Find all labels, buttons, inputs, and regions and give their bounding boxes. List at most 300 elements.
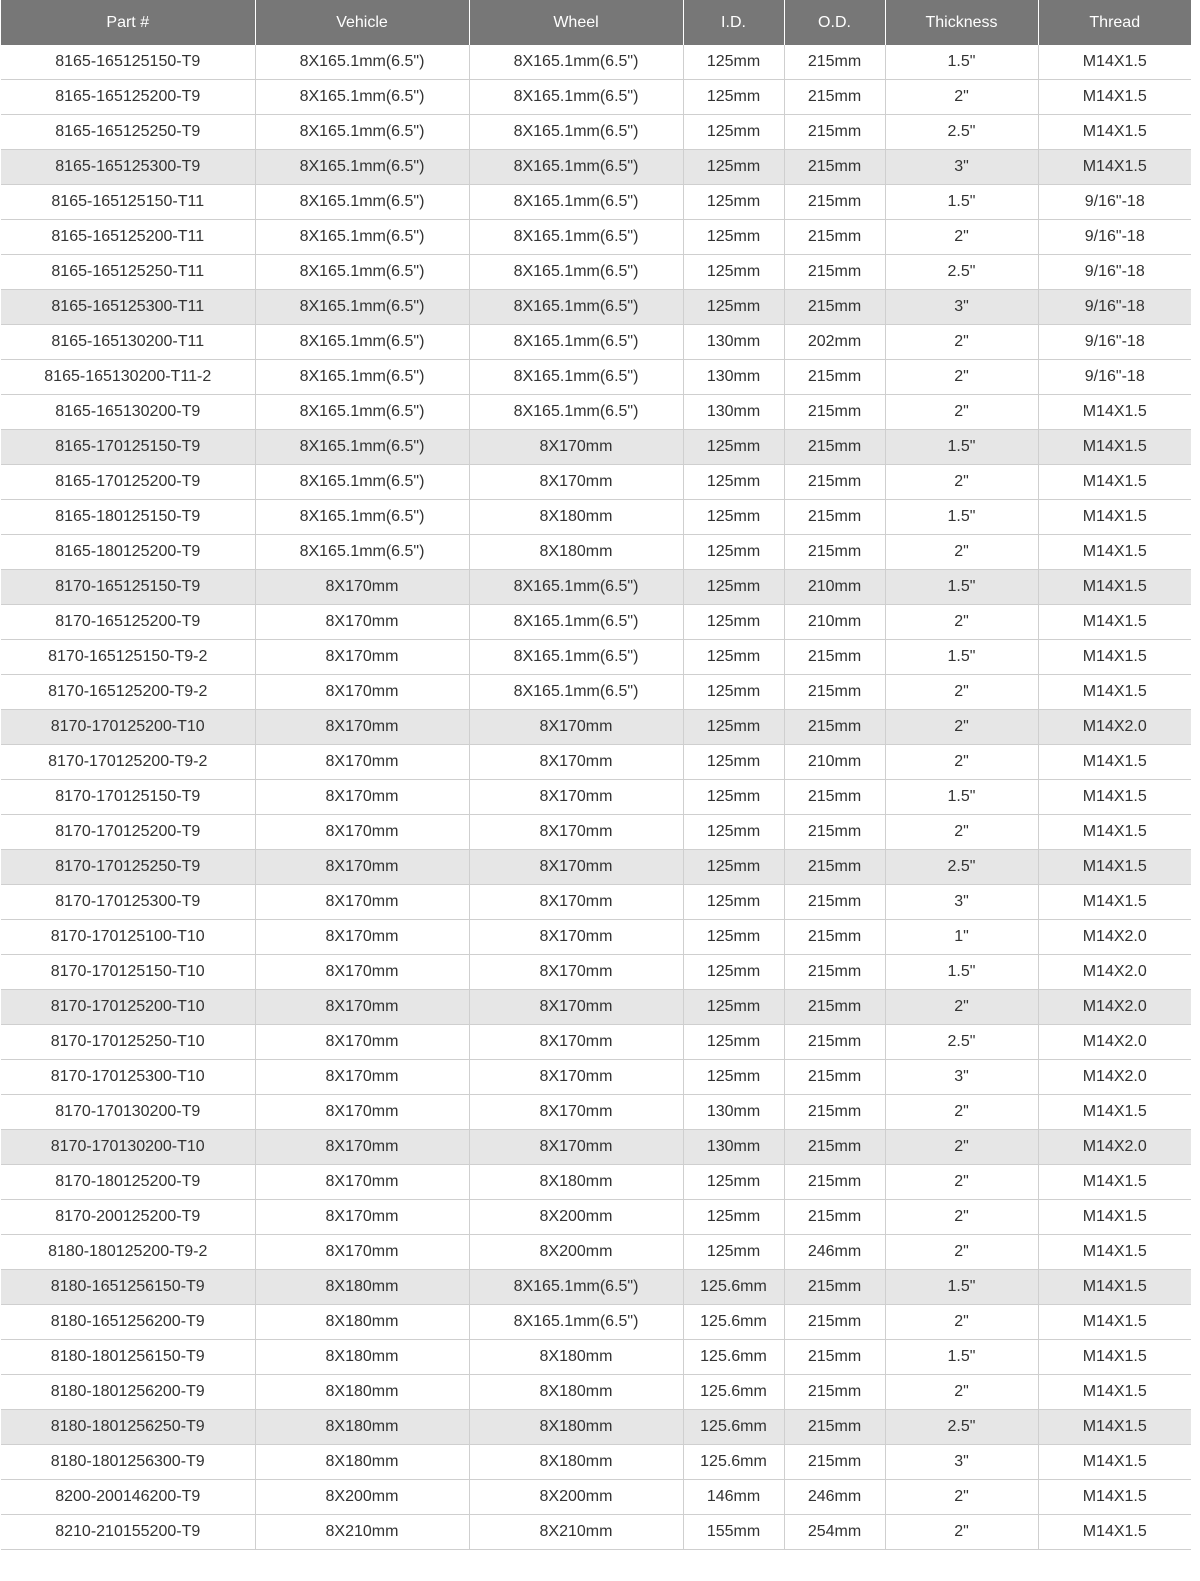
- cell-part-number: 8165-165125200-T9: [1, 80, 255, 115]
- cell-thread: 9/16"-18: [1038, 255, 1191, 290]
- cell-thickness: 1.5": [885, 570, 1038, 605]
- cell-wheel: 8X200mm: [469, 1235, 683, 1270]
- table-row: [1, 1165, 1191, 1200]
- cell-vehicle: 8X170mm: [255, 570, 469, 605]
- cell-part-number: 8170-170125200-T9: [1, 815, 255, 850]
- cell-inner-diameter: 125mm: [683, 955, 784, 990]
- cell-part-number: 8165-180125150-T9: [1, 500, 255, 535]
- cell-thread: M14X1.5: [1038, 570, 1191, 605]
- cell-wheel: 8X165.1mm(6.5"): [469, 115, 683, 150]
- cell-thickness: 1.5": [885, 185, 1038, 220]
- cell-part-number: 8170-170125100-T10: [1, 920, 255, 955]
- cell-wheel: 8X180mm: [469, 1375, 683, 1410]
- cell-inner-diameter: 130mm: [683, 1130, 784, 1165]
- cell-wheel: 8X165.1mm(6.5"): [469, 325, 683, 360]
- cell-vehicle: 8X170mm: [255, 1095, 469, 1130]
- cell-thread: M14X1.5: [1038, 1445, 1191, 1480]
- cell-inner-diameter: 146mm: [683, 1480, 784, 1515]
- cell-wheel: 8X165.1mm(6.5"): [469, 80, 683, 115]
- cell-thread: M14X2.0: [1038, 990, 1191, 1025]
- cell-outer-diameter: 215mm: [784, 115, 885, 150]
- cell-part-number: 8180-1801256150-T9: [1, 1340, 255, 1375]
- cell-inner-diameter: 125.6mm: [683, 1305, 784, 1340]
- cell-wheel: 8X180mm: [469, 1340, 683, 1375]
- cell-outer-diameter: 215mm: [784, 185, 885, 220]
- cell-part-number: 8165-165125250-T11: [1, 255, 255, 290]
- cell-part-number: 8180-1651256200-T9: [1, 1305, 255, 1340]
- cell-part-number: 8170-170125150-T10: [1, 955, 255, 990]
- cell-vehicle: 8X200mm: [255, 1480, 469, 1515]
- cell-vehicle: 8X180mm: [255, 1375, 469, 1410]
- cell-wheel: 8X165.1mm(6.5"): [469, 570, 683, 605]
- cell-inner-diameter: 125mm: [683, 780, 784, 815]
- column-header-vehicle: Vehicle: [255, 0, 469, 45]
- cell-part-number: 8165-165125150-T11: [1, 185, 255, 220]
- cell-thread: M14X2.0: [1038, 1025, 1191, 1060]
- cell-outer-diameter: 215mm: [784, 885, 885, 920]
- table-row: [1, 1305, 1191, 1340]
- cell-inner-diameter: 130mm: [683, 395, 784, 430]
- cell-outer-diameter: 246mm: [784, 1480, 885, 1515]
- cell-wheel: 8X170mm: [469, 710, 683, 745]
- column-header-thread: Thread: [1038, 0, 1191, 45]
- cell-vehicle: 8X165.1mm(6.5"): [255, 185, 469, 220]
- cell-inner-diameter: 125mm: [683, 1165, 784, 1200]
- cell-inner-diameter: 130mm: [683, 360, 784, 395]
- cell-wheel: 8X165.1mm(6.5"): [469, 640, 683, 675]
- cell-inner-diameter: 130mm: [683, 1095, 784, 1130]
- parts-spec-table: [1, 0, 1191, 1550]
- cell-vehicle: 8X170mm: [255, 1165, 469, 1200]
- cell-vehicle: 8X180mm: [255, 1270, 469, 1305]
- cell-inner-diameter: 125mm: [683, 465, 784, 500]
- cell-wheel: 8X170mm: [469, 430, 683, 465]
- cell-thickness: 2": [885, 1095, 1038, 1130]
- cell-inner-diameter: 125mm: [683, 255, 784, 290]
- cell-thickness: 1.5": [885, 1270, 1038, 1305]
- cell-wheel: 8X165.1mm(6.5"): [469, 150, 683, 185]
- cell-thickness: 3": [885, 290, 1038, 325]
- cell-outer-diameter: 215mm: [784, 1305, 885, 1340]
- cell-outer-diameter: 215mm: [784, 1375, 885, 1410]
- cell-thread: M14X1.5: [1038, 1515, 1191, 1550]
- cell-part-number: 8180-1801256300-T9: [1, 1445, 255, 1480]
- cell-outer-diameter: 215mm: [784, 990, 885, 1025]
- table-row: [1, 1270, 1191, 1305]
- cell-thread: M14X1.5: [1038, 45, 1191, 80]
- cell-thickness: 1.5": [885, 430, 1038, 465]
- cell-vehicle: 8X170mm: [255, 1200, 469, 1235]
- table-row: [1, 465, 1191, 500]
- cell-thickness: 3": [885, 885, 1038, 920]
- table-row: [1, 1095, 1191, 1130]
- cell-vehicle: 8X170mm: [255, 1060, 469, 1095]
- cell-thickness: 2": [885, 395, 1038, 430]
- cell-outer-diameter: 215mm: [784, 780, 885, 815]
- cell-wheel: 8X180mm: [469, 535, 683, 570]
- cell-wheel: 8X210mm: [469, 1515, 683, 1550]
- cell-wheel: 8X170mm: [469, 1060, 683, 1095]
- cell-thread: M14X1.5: [1038, 535, 1191, 570]
- table-row: [1, 990, 1191, 1025]
- cell-thread: 9/16"-18: [1038, 290, 1191, 325]
- cell-thickness: 2": [885, 465, 1038, 500]
- cell-outer-diameter: 210mm: [784, 605, 885, 640]
- cell-outer-diameter: 215mm: [784, 1200, 885, 1235]
- cell-thickness: 1.5": [885, 780, 1038, 815]
- cell-inner-diameter: 125mm: [683, 815, 784, 850]
- cell-inner-diameter: 125mm: [683, 500, 784, 535]
- cell-part-number: 8165-165125200-T11: [1, 220, 255, 255]
- cell-part-number: 8180-1801256200-T9: [1, 1375, 255, 1410]
- cell-thickness: 2": [885, 1165, 1038, 1200]
- table-row: [1, 1515, 1191, 1550]
- table-row: [1, 1060, 1191, 1095]
- cell-vehicle: 8X165.1mm(6.5"): [255, 500, 469, 535]
- cell-part-number: 8165-165125300-T9: [1, 150, 255, 185]
- cell-part-number: 8165-165125150-T9: [1, 45, 255, 80]
- column-header-wheel: Wheel: [469, 0, 683, 45]
- cell-wheel: 8X170mm: [469, 465, 683, 500]
- cell-thickness: 1.5": [885, 500, 1038, 535]
- table-row: [1, 325, 1191, 360]
- cell-inner-diameter: 125mm: [683, 885, 784, 920]
- cell-outer-diameter: 215mm: [784, 710, 885, 745]
- table-row: [1, 1200, 1191, 1235]
- cell-thickness: 2": [885, 745, 1038, 780]
- cell-vehicle: 8X170mm: [255, 780, 469, 815]
- cell-thread: M14X1.5: [1038, 675, 1191, 710]
- cell-part-number: 8210-210155200-T9: [1, 1515, 255, 1550]
- cell-part-number: 8200-200146200-T9: [1, 1480, 255, 1515]
- cell-thread: M14X1.5: [1038, 1095, 1191, 1130]
- cell-part-number: 8165-165125250-T9: [1, 115, 255, 150]
- cell-part-number: 8165-170125150-T9: [1, 430, 255, 465]
- cell-outer-diameter: 215mm: [784, 1165, 885, 1200]
- cell-vehicle: 8X170mm: [255, 1235, 469, 1270]
- cell-wheel: 8X170mm: [469, 955, 683, 990]
- cell-outer-diameter: 215mm: [784, 850, 885, 885]
- cell-thickness: 2": [885, 325, 1038, 360]
- cell-part-number: 8170-170125200-T10: [1, 710, 255, 745]
- cell-inner-diameter: 125mm: [683, 675, 784, 710]
- cell-thread: M14X2.0: [1038, 955, 1191, 990]
- cell-vehicle: 8X180mm: [255, 1445, 469, 1480]
- cell-thickness: 3": [885, 150, 1038, 185]
- cell-thickness: 2": [885, 1375, 1038, 1410]
- table-row: [1, 640, 1191, 675]
- table-body: [1, 45, 1191, 1550]
- cell-outer-diameter: 202mm: [784, 325, 885, 360]
- column-header-inner-diameter: I.D.: [683, 0, 784, 45]
- cell-inner-diameter: 125mm: [683, 290, 784, 325]
- cell-inner-diameter: 125mm: [683, 115, 784, 150]
- cell-part-number: 8170-170125200-T10: [1, 990, 255, 1025]
- cell-thread: M14X1.5: [1038, 1235, 1191, 1270]
- cell-wheel: 8X165.1mm(6.5"): [469, 605, 683, 640]
- table-row: [1, 115, 1191, 150]
- cell-part-number: 8165-165130200-T9: [1, 395, 255, 430]
- table-row: [1, 1445, 1191, 1480]
- table-row: [1, 535, 1191, 570]
- cell-outer-diameter: 215mm: [784, 430, 885, 465]
- cell-thread: M14X2.0: [1038, 1060, 1191, 1095]
- cell-wheel: 8X180mm: [469, 1165, 683, 1200]
- table-row: [1, 710, 1191, 745]
- cell-wheel: 8X170mm: [469, 850, 683, 885]
- cell-vehicle: 8X165.1mm(6.5"): [255, 395, 469, 430]
- cell-inner-diameter: 125mm: [683, 185, 784, 220]
- cell-inner-diameter: 125mm: [683, 710, 784, 745]
- cell-vehicle: 8X165.1mm(6.5"): [255, 325, 469, 360]
- table-row: [1, 920, 1191, 955]
- cell-wheel: 8X170mm: [469, 1095, 683, 1130]
- cell-part-number: 8170-165125150-T9-2: [1, 640, 255, 675]
- cell-wheel: 8X165.1mm(6.5"): [469, 255, 683, 290]
- table-row: [1, 255, 1191, 290]
- cell-wheel: 8X200mm: [469, 1200, 683, 1235]
- cell-thickness: 1.5": [885, 640, 1038, 675]
- cell-part-number: 8165-180125200-T9: [1, 535, 255, 570]
- cell-thread: M14X1.5: [1038, 80, 1191, 115]
- cell-inner-diameter: 130mm: [683, 325, 784, 360]
- cell-part-number: 8180-1651256150-T9: [1, 1270, 255, 1305]
- table-row: [1, 1025, 1191, 1060]
- cell-wheel: 8X170mm: [469, 990, 683, 1025]
- cell-outer-diameter: 215mm: [784, 150, 885, 185]
- cell-thread: M14X1.5: [1038, 395, 1191, 430]
- cell-outer-diameter: 215mm: [784, 920, 885, 955]
- cell-thickness: 2": [885, 535, 1038, 570]
- cell-thread: M14X1.5: [1038, 1305, 1191, 1340]
- cell-thread: M14X2.0: [1038, 1130, 1191, 1165]
- cell-part-number: 8170-170130200-T9: [1, 1095, 255, 1130]
- cell-thickness: 2": [885, 675, 1038, 710]
- cell-vehicle: 8X165.1mm(6.5"): [255, 150, 469, 185]
- cell-thread: M14X1.5: [1038, 745, 1191, 780]
- cell-outer-diameter: 215mm: [784, 255, 885, 290]
- cell-vehicle: 8X165.1mm(6.5"): [255, 220, 469, 255]
- cell-vehicle: 8X165.1mm(6.5"): [255, 255, 469, 290]
- cell-thickness: 2": [885, 1515, 1038, 1550]
- cell-vehicle: 8X165.1mm(6.5"): [255, 465, 469, 500]
- cell-thread: M14X1.5: [1038, 1480, 1191, 1515]
- cell-vehicle: 8X180mm: [255, 1305, 469, 1340]
- table-row: [1, 780, 1191, 815]
- cell-wheel: 8X170mm: [469, 920, 683, 955]
- cell-outer-diameter: 215mm: [784, 1270, 885, 1305]
- cell-outer-diameter: 246mm: [784, 1235, 885, 1270]
- cell-part-number: 8170-170125300-T9: [1, 885, 255, 920]
- table-row: [1, 45, 1191, 80]
- cell-vehicle: 8X180mm: [255, 1410, 469, 1445]
- cell-inner-diameter: 125.6mm: [683, 1410, 784, 1445]
- cell-outer-diameter: 215mm: [784, 1060, 885, 1095]
- cell-vehicle: 8X165.1mm(6.5"): [255, 360, 469, 395]
- cell-vehicle: 8X170mm: [255, 675, 469, 710]
- cell-vehicle: 8X170mm: [255, 885, 469, 920]
- cell-thread: M14X1.5: [1038, 150, 1191, 185]
- cell-wheel: 8X170mm: [469, 745, 683, 780]
- cell-thread: M14X1.5: [1038, 885, 1191, 920]
- cell-inner-diameter: 125mm: [683, 80, 784, 115]
- cell-part-number: 8170-170125150-T9: [1, 780, 255, 815]
- cell-inner-diameter: 155mm: [683, 1515, 784, 1550]
- cell-thickness: 2": [885, 360, 1038, 395]
- cell-wheel: 8X165.1mm(6.5"): [469, 675, 683, 710]
- table-row: [1, 395, 1191, 430]
- cell-part-number: 8165-165130200-T11-2: [1, 360, 255, 395]
- table-row: [1, 1480, 1191, 1515]
- cell-thread: M14X1.5: [1038, 500, 1191, 535]
- cell-inner-diameter: 125mm: [683, 745, 784, 780]
- cell-inner-diameter: 125mm: [683, 850, 784, 885]
- cell-wheel: 8X200mm: [469, 1480, 683, 1515]
- cell-inner-diameter: 125mm: [683, 150, 784, 185]
- cell-outer-diameter: 215mm: [784, 1445, 885, 1480]
- cell-thickness: 2": [885, 1480, 1038, 1515]
- table-row: [1, 745, 1191, 780]
- cell-inner-diameter: 125mm: [683, 535, 784, 570]
- cell-outer-diameter: 210mm: [784, 570, 885, 605]
- cell-thickness: 2": [885, 220, 1038, 255]
- cell-wheel: 8X165.1mm(6.5"): [469, 220, 683, 255]
- cell-thickness: 1.5": [885, 955, 1038, 990]
- table-row: [1, 185, 1191, 220]
- cell-thickness: 2.5": [885, 1025, 1038, 1060]
- cell-inner-diameter: 125mm: [683, 430, 784, 465]
- cell-outer-diameter: 215mm: [784, 1340, 885, 1375]
- cell-thread: M14X1.5: [1038, 1410, 1191, 1445]
- cell-vehicle: 8X170mm: [255, 920, 469, 955]
- cell-part-number: 8165-165125300-T11: [1, 290, 255, 325]
- cell-vehicle: 8X170mm: [255, 955, 469, 990]
- table-row: [1, 1375, 1191, 1410]
- cell-vehicle: 8X210mm: [255, 1515, 469, 1550]
- table-row: [1, 430, 1191, 465]
- cell-part-number: 8170-170125200-T9-2: [1, 745, 255, 780]
- cell-thread: M14X1.5: [1038, 430, 1191, 465]
- table-row: [1, 1130, 1191, 1165]
- table-row: [1, 1235, 1191, 1270]
- cell-thread: M14X1.5: [1038, 815, 1191, 850]
- cell-wheel: 8X165.1mm(6.5"): [469, 360, 683, 395]
- cell-outer-diameter: 215mm: [784, 675, 885, 710]
- cell-outer-diameter: 215mm: [784, 80, 885, 115]
- cell-outer-diameter: 215mm: [784, 640, 885, 675]
- cell-inner-diameter: 125.6mm: [683, 1375, 784, 1410]
- cell-vehicle: 8X165.1mm(6.5"): [255, 80, 469, 115]
- cell-outer-diameter: 215mm: [784, 1095, 885, 1130]
- column-header-outer-diameter: O.D.: [784, 0, 885, 45]
- table-row: [1, 675, 1191, 710]
- cell-part-number: 8180-180125200-T9-2: [1, 1235, 255, 1270]
- cell-vehicle: 8X170mm: [255, 640, 469, 675]
- cell-thickness: 2.5": [885, 1410, 1038, 1445]
- cell-vehicle: 8X170mm: [255, 850, 469, 885]
- cell-thread: M14X1.5: [1038, 1165, 1191, 1200]
- table-row: [1, 360, 1191, 395]
- cell-thickness: 2": [885, 990, 1038, 1025]
- cell-thread: 9/16"-18: [1038, 185, 1191, 220]
- cell-inner-diameter: 125mm: [683, 1200, 784, 1235]
- cell-thread: 9/16"-18: [1038, 360, 1191, 395]
- cell-vehicle: 8X165.1mm(6.5"): [255, 535, 469, 570]
- cell-thickness: 2": [885, 1130, 1038, 1165]
- cell-thread: M14X2.0: [1038, 920, 1191, 955]
- cell-vehicle: 8X165.1mm(6.5"): [255, 45, 469, 80]
- cell-outer-diameter: 215mm: [784, 360, 885, 395]
- cell-vehicle: 8X170mm: [255, 1025, 469, 1060]
- cell-outer-diameter: 215mm: [784, 1130, 885, 1165]
- cell-thread: M14X1.5: [1038, 1200, 1191, 1235]
- cell-thickness: 3": [885, 1060, 1038, 1095]
- cell-outer-diameter: 215mm: [784, 1410, 885, 1445]
- cell-thread: M14X1.5: [1038, 115, 1191, 150]
- cell-wheel: 8X170mm: [469, 815, 683, 850]
- cell-thread: M14X1.5: [1038, 1375, 1191, 1410]
- cell-wheel: 8X180mm: [469, 1445, 683, 1480]
- cell-part-number: 8170-180125200-T9: [1, 1165, 255, 1200]
- cell-thread: 9/16"-18: [1038, 325, 1191, 360]
- cell-wheel: 8X165.1mm(6.5"): [469, 395, 683, 430]
- cell-thread: M14X1.5: [1038, 605, 1191, 640]
- cell-wheel: 8X180mm: [469, 500, 683, 535]
- cell-vehicle: 8X170mm: [255, 1130, 469, 1165]
- cell-vehicle: 8X180mm: [255, 1340, 469, 1375]
- cell-inner-diameter: 125mm: [683, 570, 784, 605]
- table-row: [1, 815, 1191, 850]
- cell-thickness: 3": [885, 1445, 1038, 1480]
- cell-outer-diameter: 215mm: [784, 1025, 885, 1060]
- cell-inner-diameter: 125.6mm: [683, 1340, 784, 1375]
- cell-thickness: 2": [885, 710, 1038, 745]
- cell-wheel: 8X165.1mm(6.5"): [469, 185, 683, 220]
- cell-part-number: 8170-170130200-T10: [1, 1130, 255, 1165]
- cell-inner-diameter: 125mm: [683, 1025, 784, 1060]
- cell-thickness: 2": [885, 1305, 1038, 1340]
- cell-inner-diameter: 125mm: [683, 220, 784, 255]
- cell-outer-diameter: 254mm: [784, 1515, 885, 1550]
- cell-vehicle: 8X170mm: [255, 605, 469, 640]
- cell-part-number: 8170-170125300-T10: [1, 1060, 255, 1095]
- cell-part-number: 8165-165130200-T11: [1, 325, 255, 360]
- cell-thread: 9/16"-18: [1038, 220, 1191, 255]
- cell-thread: M14X1.5: [1038, 1340, 1191, 1375]
- cell-wheel: 8X170mm: [469, 885, 683, 920]
- cell-thread: M14X2.0: [1038, 710, 1191, 745]
- table-row: [1, 290, 1191, 325]
- cell-outer-diameter: 215mm: [784, 815, 885, 850]
- cell-wheel: 8X165.1mm(6.5"): [469, 1305, 683, 1340]
- table-row: [1, 570, 1191, 605]
- cell-inner-diameter: 125.6mm: [683, 1270, 784, 1305]
- cell-thread: M14X1.5: [1038, 1270, 1191, 1305]
- table-row: [1, 1340, 1191, 1375]
- cell-thickness: 1.5": [885, 45, 1038, 80]
- cell-part-number: 8165-170125200-T9: [1, 465, 255, 500]
- table-row: [1, 955, 1191, 990]
- cell-vehicle: 8X170mm: [255, 710, 469, 745]
- cell-thickness: 2": [885, 815, 1038, 850]
- table-row: [1, 605, 1191, 640]
- table-row: [1, 80, 1191, 115]
- cell-thread: M14X1.5: [1038, 640, 1191, 675]
- cell-vehicle: 8X170mm: [255, 745, 469, 780]
- table-row: [1, 850, 1191, 885]
- cell-inner-diameter: 125mm: [683, 1235, 784, 1270]
- cell-thread: M14X1.5: [1038, 780, 1191, 815]
